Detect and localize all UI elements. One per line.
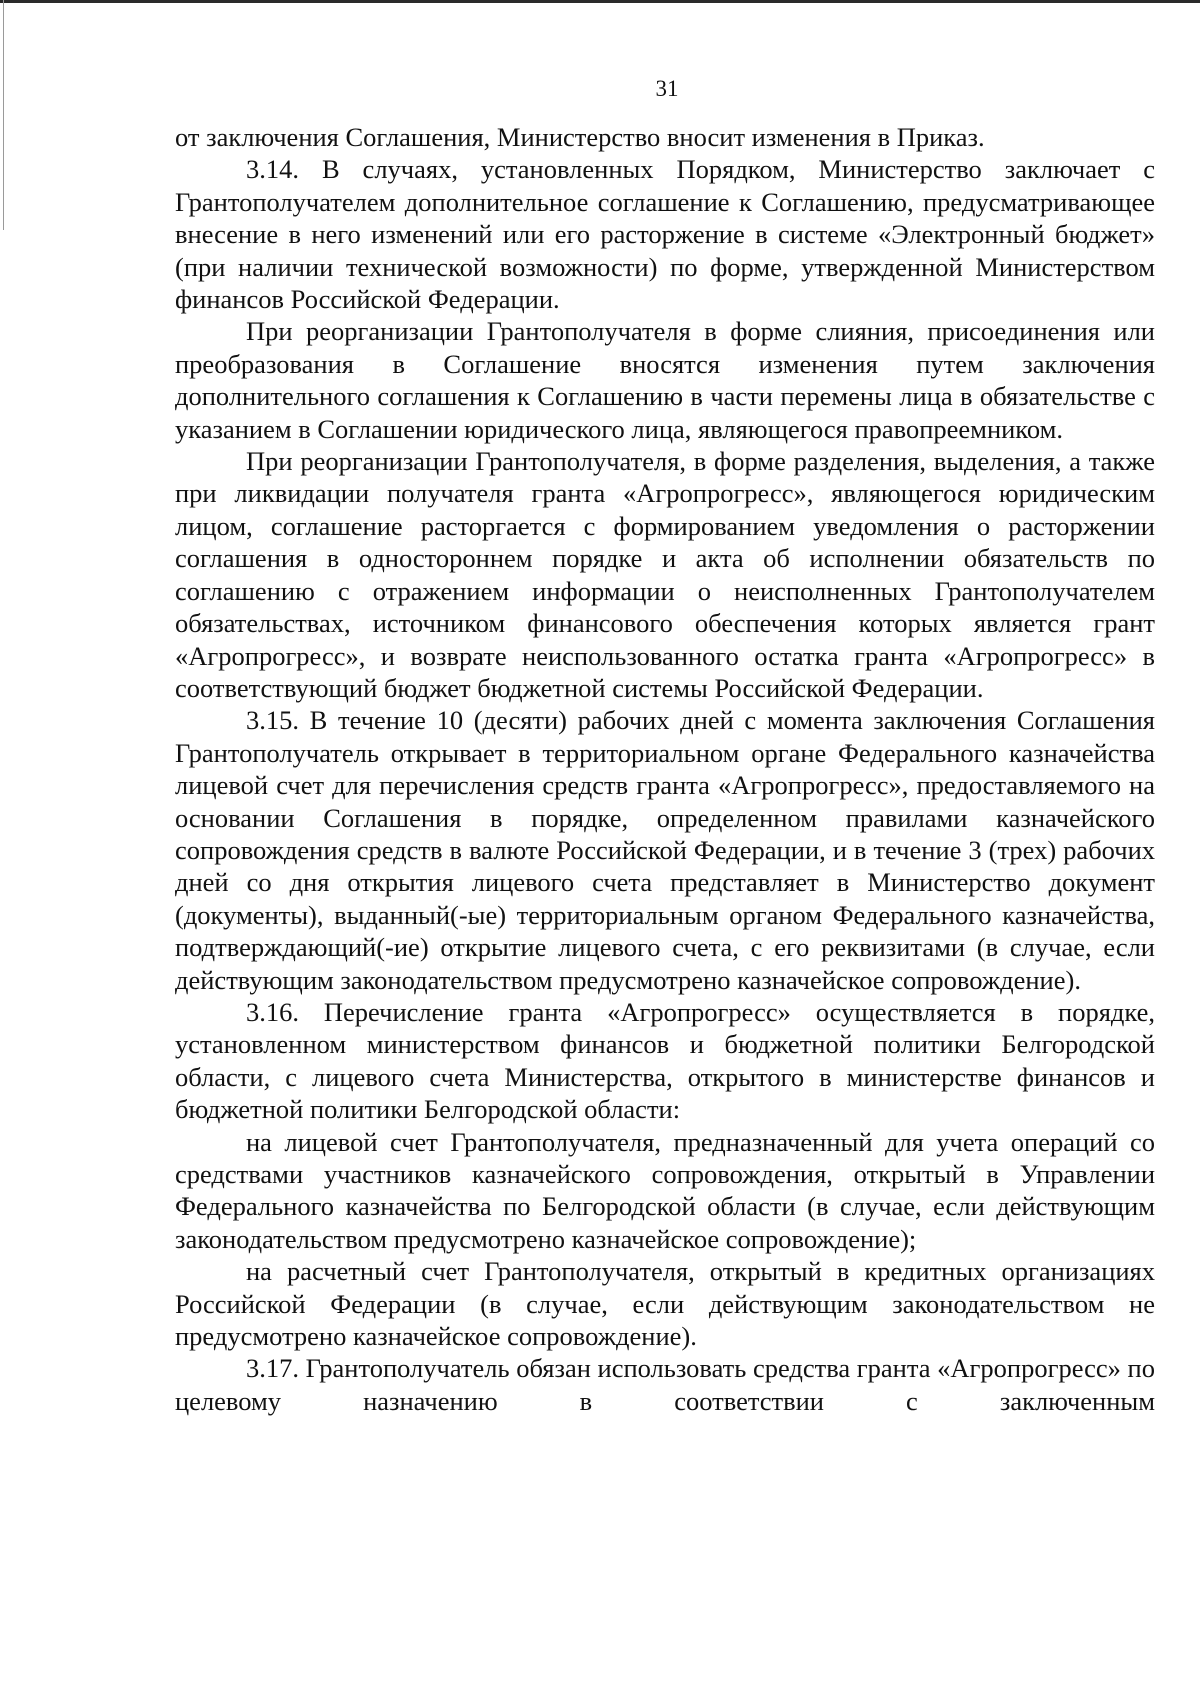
paragraph-3-16: 3.16. Перечисление гранта «Агропрогресс» осуществляется в порядке, установленном министерством финансов и бюджетной политики Белгородской области, с лицевого счета Министерства, открытого в министерстве финансов и бюджетной политики Белгородской области: [175,996,1155,1125]
paragraph-reorganization-merge: При реорганизации Грантополучателя в форме слияния, присоединения или преобразования в Соглашение вносятся изменения путем заключения дополнительного соглашения к Соглашению в части перемены лица в обязательстве с указанием в Соглашении юридического лица, являющегося правопреемником. [175,316,1155,444]
paragraph-3-16-settlement-account: на расчетный счет Грантополучателя, открытый в кредитных организациях Российской Федерации (в случае, если действующим законодательством не предусмотрено казначейское сопровождение). [175,1256,1155,1352]
paragraph-3-17: 3.17. Грантополучатель обязан использовать средства гранта «Агропрогресс» по целевому назначению в соответствии с заключенным [175,1353,1155,1416]
document-body [175,121,1155,1417]
paragraph-3-16-personal-account: на лицевой счет Грантополучателя, предназначенный для учета операций со средствами участников казначейского сопровождения, открытый в Управлении Федерального казначейства по Белгородской области (в случае, если действующим законодательством предусмотрено казначейское сопровождение); [175,1126,1155,1254]
paragraph-3-14: 3.14. В случаях, установленных Порядком, Министерство заключает с Грантополучателем дополнительное соглашение к Соглашению, предусматривающее внесение в него изменений или его расторжение в системе «Электронный бюджет» (при наличии технической возможности) по форме, утвержденной Министерством финансов Российской Федерации. [175,154,1155,315]
page-number: 31 [655,76,679,101]
scan-top-border [0,0,1200,3]
scan-left-border [3,0,4,230]
paragraph-reorganization-split: При реорганизации Грантополучателя, в форме разделения, выделения, а также при ликвидации получателя гранта «Агропрогресс», являющегося юридическим лицом, соглашение расторгается с формированием уведомления о расторжении соглашения в одностороннем порядке и акта об исполнении обязательств по соглашению с отражением информации о неисполненных Грантополучателем обязательствах, источником финансового обеспечения которых является грант «Агропрогресс», и возврате неиспользованного остатка гранта «Агропрогресс» в соответствующий бюджет бюджетной системы Российской Федерации. [175,446,1155,703]
paragraph-continuation: от заключения Соглашения, Министерство вносит изменения в Приказ. [175,122,985,152]
paragraph-3-15: 3.15. В течение 10 (десяти) рабочих дней с момента заключения Соглашения Грантополучатель открывает в территориальном органе Федерального казначейства лицевой счет для перечисления средств гранта «Агропрогресс», предоставляемого на основании Соглашения в порядке, определенном правилами казначейского сопровождения средств в валюте Российской Федерации, и в течение 3 (трех) рабочих дней со дня открытия лицевого счета представляет в Министерство документ (документы), выданный(-ые) территориальным органом Федерального казначейства, подтверждающий(-ие) открытие лицевого счета, с его реквизитами (в случае, если действующим законодательством предусмотрено казначейское сопровождение). [175,705,1155,995]
